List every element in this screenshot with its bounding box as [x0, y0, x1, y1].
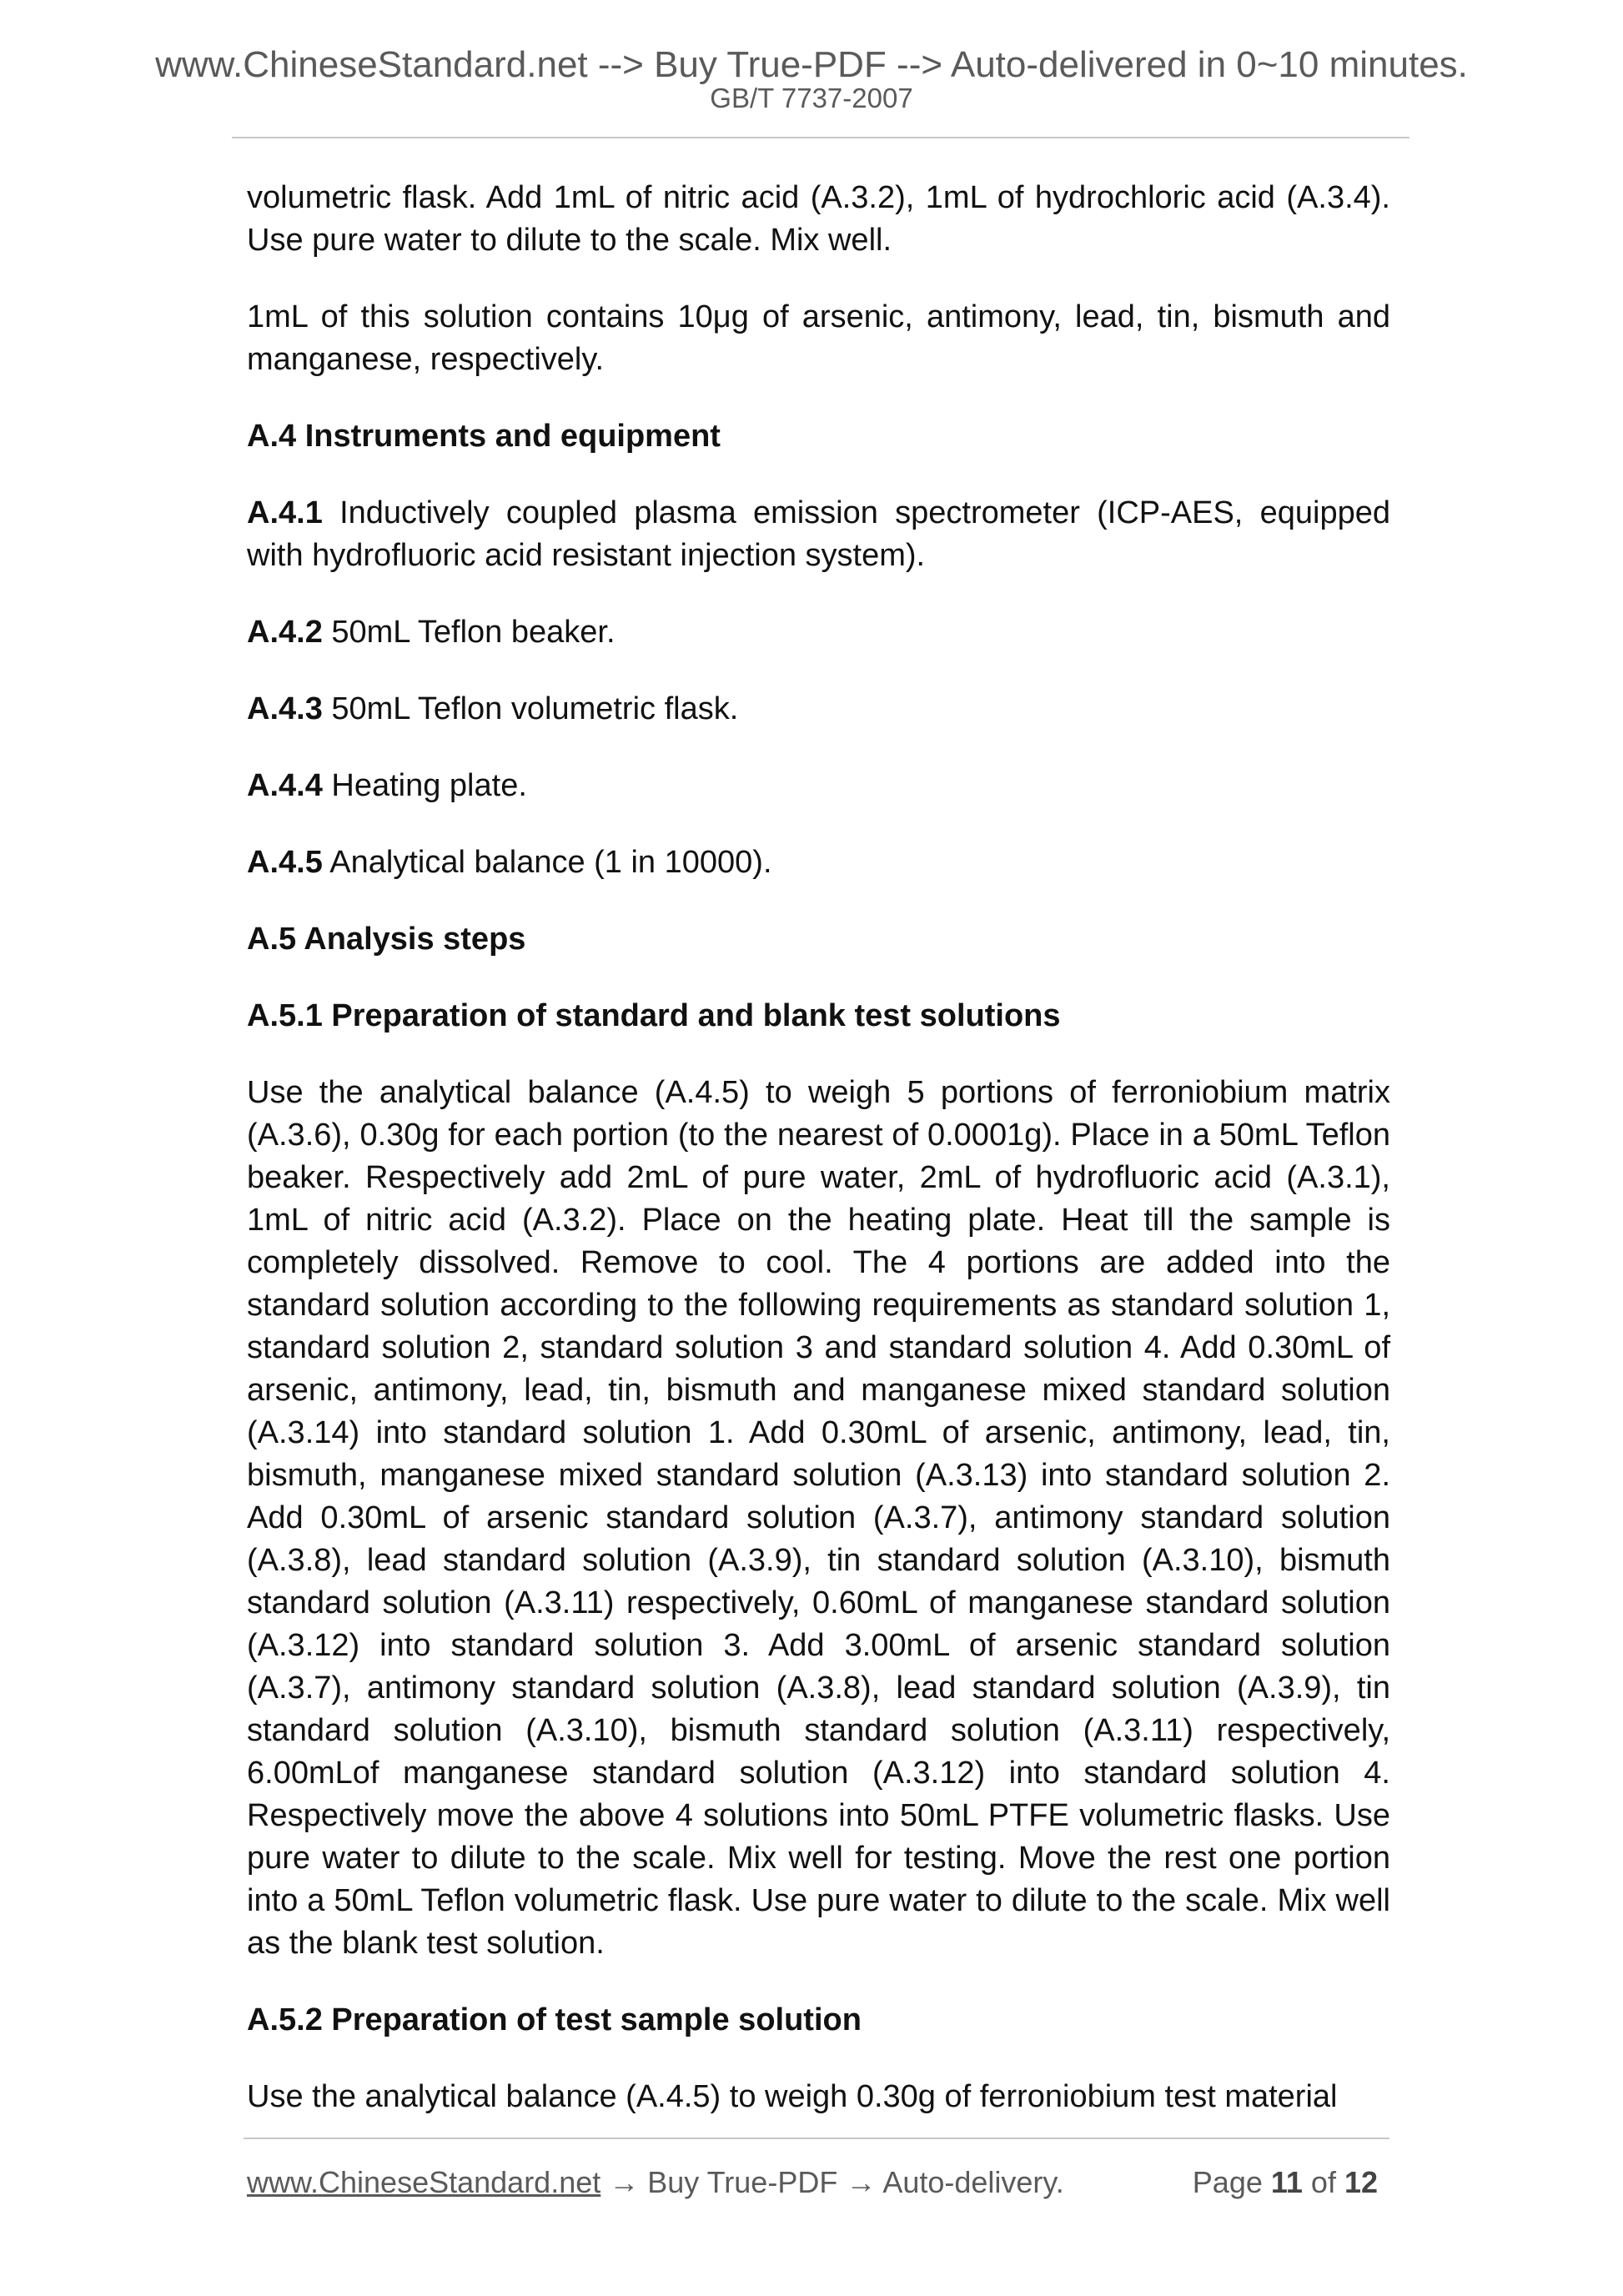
paragraph-a5-2: Use the analytical balance (A.4.5) to weigh 0.30g of ferroniobium test material — [247, 2079, 1338, 2114]
clause-number: A.4.1 — [247, 495, 323, 530]
heading-a5: A.5 Analysis steps — [247, 922, 526, 957]
clause-a4-4 — [247, 765, 1390, 807]
paragraph-continuation: volumetric flask. Add 1mL of nitric acid (A.3.2), 1mL of hydrochloric acid (A.3.4). Use pure water to dilute to the scale. Mix well. — [247, 180, 1390, 258]
clause-text: 50mL Teflon beaker. — [322, 615, 616, 650]
footer-left — [247, 2160, 1064, 2205]
heading-a5-2: A.5.2 Preparation of test sample solution — [247, 2002, 862, 2037]
heading-a4: A.4 Instruments and equipment — [247, 419, 721, 454]
heading-a5-1: A.5.1 Preparation of standard and blank test solutions — [247, 998, 1061, 1033]
header-banner: www.ChineseStandard.net --> Buy True-PDF --> Auto-delivered in 0~10 minutes. — [155, 44, 1468, 85]
clause-a4-1 — [247, 492, 1390, 577]
page-footer — [247, 2160, 1378, 2205]
header-divider — [232, 137, 1409, 138]
clause-a4-5 — [247, 842, 1390, 884]
clause-text: Analytical balance (1 in 10000). — [322, 845, 772, 880]
page-number: 11 — [1270, 2165, 1303, 2199]
footer-divider — [244, 2138, 1389, 2139]
footer-site-link[interactable]: www.ChineseStandard.net — [247, 2165, 601, 2199]
page-total: 12 — [1344, 2165, 1378, 2199]
standard-code: GB/T 7737-2007 — [710, 83, 913, 113]
paragraph-a5-1: Use the analytical balance (A.4.5) to weigh 5 portions of ferroniobium matrix (A.3.6), 0.30g for each portion (to the nearest of 0.0001g). Place in a 50mL Teflon beaker. Respectively add 2mL of pure water, 2mL of hydrofluoric acid (A.3.1), 1mL of nitric acid (A.3.2). Place on the heating plate. Heat till the sample is completely dissolved. Remove to cool. The 4 portions are added into the standard solution according to the following requirements as standard solution 1, standard solution 2, standard solution 3 and standard solution 4. Add 0.30mL of arsenic, antimony, lead, tin, bismuth and manganese mixed standard solution (A.3.14) into standard solution 1. Add 0.30mL of arsenic, antimony, lead, tin, bismuth, manganese mixed standard solution (A.3.13) into standard solution 2. Add 0.30mL of arsenic standard solution (A.3.7), antimony standard solution (A.3.8), lead standard solution (A.3.9), tin standard solution (A.3.10), bismuth standard solution (A.3.11) respectively, 0.60mL of manganese standard solution (A.3.12) into standard solution 3. Add 3.00mL of arsenic standard solution (A.3.7), antimony standard solution (A.3.8), lead standard solution (A.3.9), tin standard solution (A.3.10), bismuth standard solution (A.3.11) respectively, 6.00mLof manganese standard solution (A.3.12) into standard solution 4. Respectively move the above 4 solutions into 50mL PTFE volumetric flasks. Use pure water to dilute to the scale. Mix well for testing. Move the rest one portion into a 50mL Teflon volumetric flask. Use pure water to dilute to the scale. Mix well as the blank test solution. — [247, 1075, 1390, 1961]
paragraph-solution-contents: 1mL of this solution contains 10μg of arsenic, antimony, lead, tin, bismuth and manganese, respectively. — [247, 299, 1390, 377]
clause-a4-3 — [247, 688, 1390, 731]
clause-a4-2 — [247, 611, 1390, 654]
page-of-label: of — [1302, 2165, 1344, 2199]
page-label: Page — [1192, 2165, 1271, 2199]
clause-number: A.4.5 — [247, 845, 323, 880]
clause-text: Inductively coupled plasma emission spectrometer (ICP-AES, equipped with hydrofluoric acid resistant injection system). — [247, 495, 1390, 573]
clause-text: 50mL Teflon volumetric flask. — [322, 691, 739, 726]
clause-number: A.4.4 — [247, 768, 323, 803]
clause-number: A.4.3 — [247, 691, 323, 726]
clause-number: A.4.2 — [247, 615, 323, 650]
page-indicator — [1193, 2160, 1378, 2205]
clause-text: Heating plate. — [322, 768, 527, 803]
footer-tagline: → Buy True-PDF → Auto-delivery. — [600, 2165, 1064, 2199]
page-content — [247, 177, 1390, 2118]
